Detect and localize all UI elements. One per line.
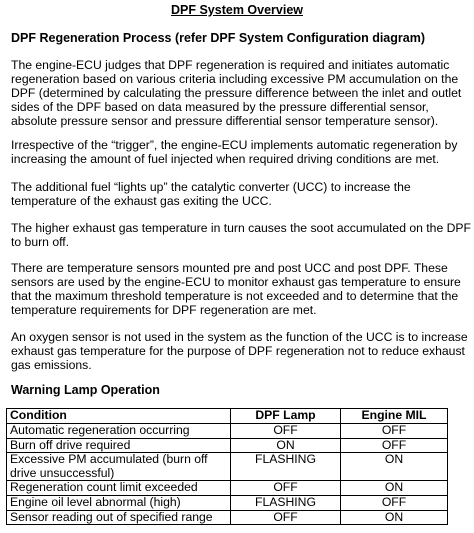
condition-cell: Regeneration count limit exceeded — [7, 481, 231, 496]
text-line: gas emissions. — [11, 358, 92, 373]
dpf-lamp-cell: OFF — [231, 424, 341, 439]
paragraph-trigger — [11, 138, 473, 166]
text-line: increasing the amount of fuel injected when required driving conditions are met. — [11, 152, 440, 167]
text-line: The engine-ECU judges that DPF regeneration is required and initiates automatic — [11, 58, 450, 72]
text-line: absolute pressure sensor and pressure differential sensor temperature sensor). — [11, 114, 439, 129]
engine-mil-cell: OFF — [341, 424, 448, 439]
text-line: An oxygen sensor is not used in the system as the function of the UCC is to increase — [11, 330, 468, 344]
engine-mil-cell: OFF — [341, 438, 448, 453]
table-row — [7, 438, 448, 453]
engine-mil-cell: ON — [341, 481, 448, 496]
text-line: that the maximum threshold temperature is not exceeded and to determine that the — [11, 289, 459, 304]
text-line: Irrespective of the “trigger”, the engine-ECU implements automatic regeneration by — [11, 138, 458, 152]
engine-mil-cell: OFF — [341, 495, 448, 510]
dpf-lamp-cell: OFF — [231, 481, 341, 496]
text-line: temperature of the exhaust gas exiting the UCC. — [11, 194, 272, 209]
paragraph-temperature-sensors — [11, 261, 473, 317]
engine-mil-cell: ON — [341, 453, 448, 481]
table-row — [7, 424, 448, 439]
table-row — [7, 453, 448, 481]
dpf-lamp-cell: FLASHING — [231, 453, 341, 481]
column-header-engine-mil: Engine MIL — [341, 409, 448, 424]
table-header-row — [7, 409, 448, 424]
warning-lamp-table — [6, 408, 448, 525]
table-row — [7, 481, 448, 496]
condition-cell — [7, 453, 231, 481]
section-heading-regeneration: DPF Regeneration Process (refer DPF System Configuration diagram) — [11, 31, 425, 45]
page-title: DPF System Overview — [170, 3, 303, 17]
paragraph-additional-fuel — [11, 180, 473, 208]
condition-line: drive unsuccessful) — [10, 465, 115, 480]
text-line: regeneration based on various criteria including excessive PM accumulation on the — [11, 72, 459, 87]
table-row — [7, 510, 448, 525]
paragraph-regeneration-criteria — [11, 58, 473, 128]
condition-cell: Engine oil level abnormal (high) — [7, 495, 231, 510]
dpf-lamp-cell: FLASHING — [231, 495, 341, 510]
table-row — [7, 495, 448, 510]
text-line: There are temperature sensors mounted pre and post UCC and post DPF. These — [11, 261, 448, 275]
text-line: sensors are used by the engine-ECU to monitor exhaust gas temperature to ensure — [11, 275, 461, 290]
text-line: DPF (determined by calculating the pressure difference between the inlet and outlet — [11, 86, 462, 101]
text-line: The additional fuel “lights up” the catalytic converter (UCC) to increase the — [11, 180, 411, 194]
text-line: sides of the DPF based on data measured by the pressure differential sensor, — [11, 100, 429, 115]
condition-line: Excessive PM accumulated (burn off — [10, 452, 208, 467]
engine-mil-cell: ON — [341, 510, 448, 525]
column-header-dpf-lamp: DPF Lamp — [231, 409, 341, 424]
condition-cell: Sensor reading out of specified range — [7, 510, 231, 525]
dpf-lamp-cell: ON — [231, 438, 341, 453]
paragraph-oxygen-sensor — [11, 330, 473, 372]
section-heading-warning-lamp: Warning Lamp Operation — [11, 383, 160, 397]
text-line: to burn off. — [11, 235, 70, 250]
condition-cell: Burn off drive required — [7, 438, 231, 453]
paragraph-soot-burn-off — [11, 221, 473, 249]
text-line: exhaust gas temperature for the purpose of DPF regeneration not to reduce exhaust — [11, 344, 465, 359]
dpf-lamp-cell: OFF — [231, 510, 341, 525]
condition-cell: Automatic regeneration occurring — [7, 424, 231, 439]
text-line: temperature requirements for DPF regeneration are met. — [11, 303, 317, 318]
column-header-condition: Condition — [7, 409, 231, 424]
text-line: The higher exhaust gas temperature in turn causes the soot accumulated on the DPF — [11, 221, 472, 235]
